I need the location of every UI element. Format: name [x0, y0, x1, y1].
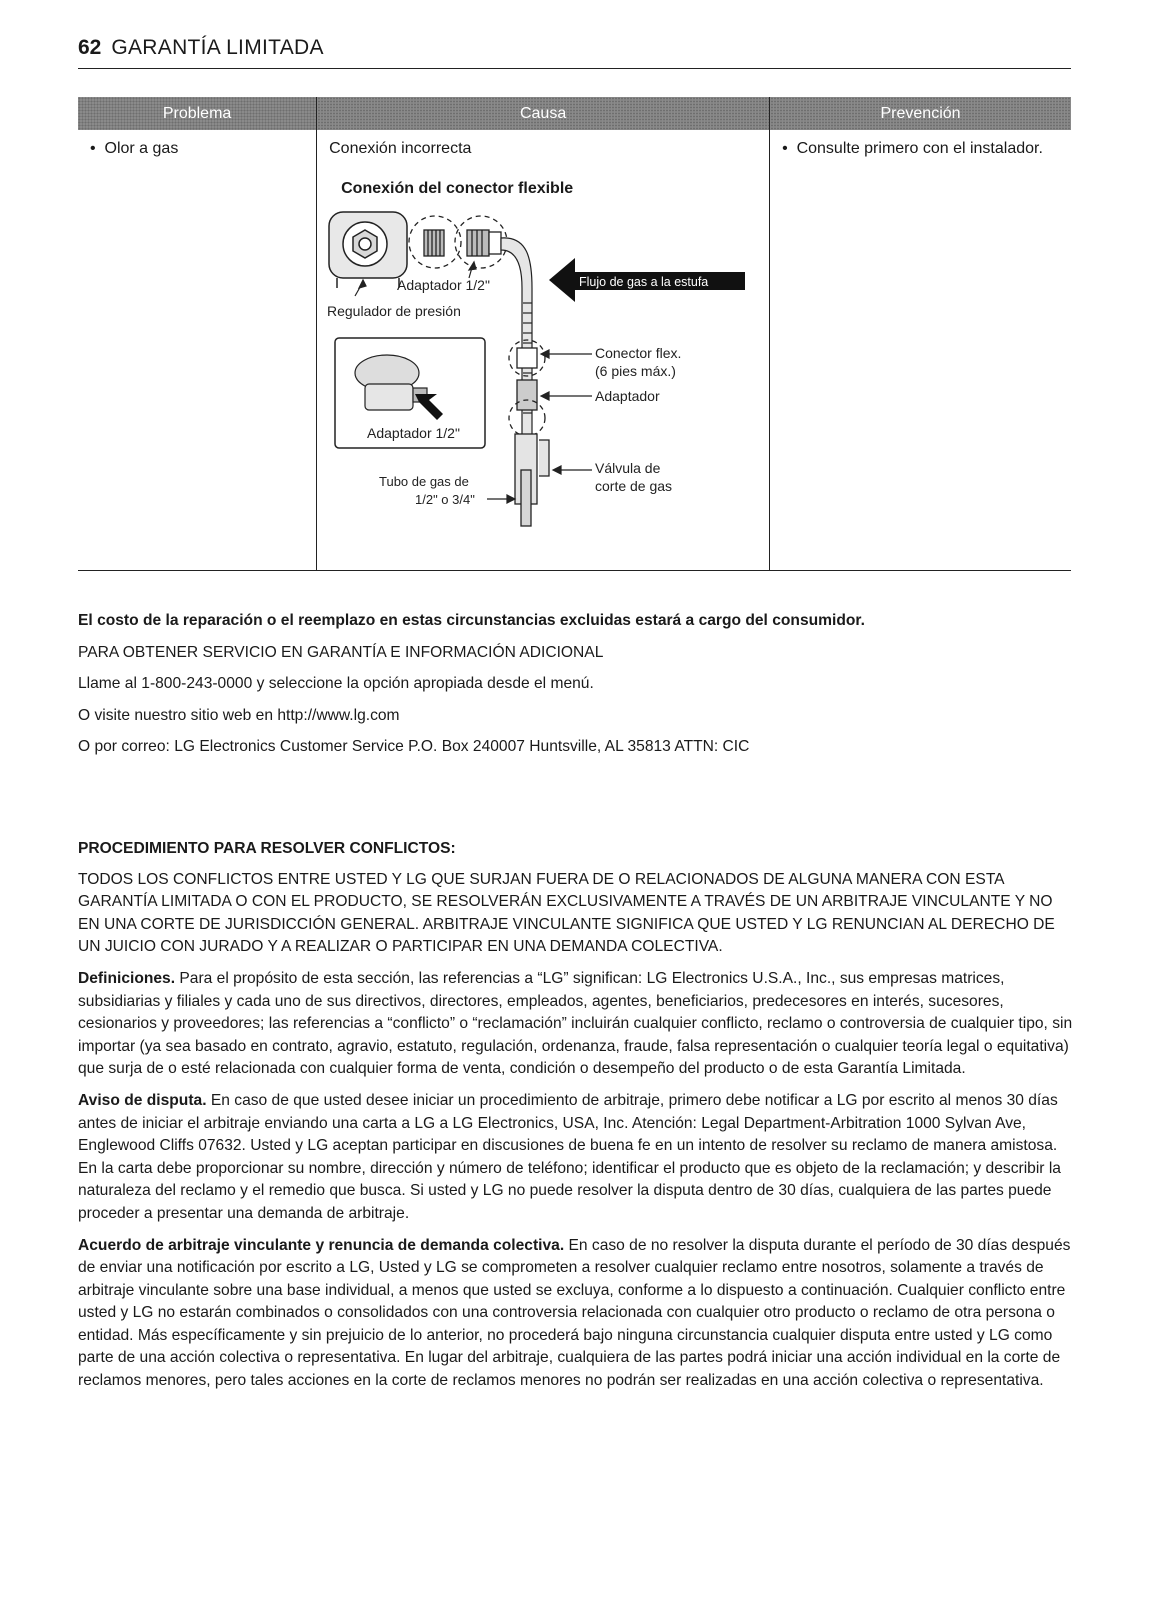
- gas-flow-label: Flujo de gas a la estufa: [579, 275, 709, 289]
- agreement-text: En caso de no resolver la disputa durante el período de 30 días después de enviar una notificación por escrito a LG, Usted y LG se comprometen a resolver cualquier reclamo entre nosotros, solamente a través de arbitraje vinculante sobre una base individual, a menos que usted se excluya, conforme a lo dispuesto a continuación. Cualquier conflicto entre usted y LG no estarán combinados o consolidados con una controversia relacionada con cualquier otro producto o reclamo de otra persona o entidad. Más específicamente y sin prejuicio de lo anterior, no procederá bajo ninguna circunstancia cualquier disputa entre usted y LG como parte de una acción colectiva o representativa. En lugar del arbitraje, cualquiera de las partes podrá iniciar una acción individual en la corte de reclamos menores, pero tales acciones en la corte de reclamos menores no podrán ser realizadas en una acción colectiva o representativa.: [78, 1236, 1071, 1389]
- adapter-label: Adaptador: [595, 388, 660, 404]
- page-header: [78, 36, 1071, 69]
- definitions-label: Definiciones.: [78, 970, 176, 987]
- notice-text: En caso de que usted desee iniciar un procedimiento de arbitraje, primero debe notificar a LG por escrito al menos 30 días antes de iniciar el arbitraje enviando una carta a LG a LG Electronics, USA, Inc. Atención: Legal Department-Arbitration 1000 Sylvan Ave, Englewood Cliffs 07632. Usted y LG aceptan participar en discusiones de buena fe en un intento de resolver su reclamo de manera amistosa. En la carta debe proporcionar su nombre, dirección y número de teléfono; identificar el producto que es objeto de la reclamación; y describir la naturaleza del reclamo y el remedio que busca. Si usted y LG no puede resolver la disputa dentro de 30 días, cualquiera de las partes puede proceder a presentar una demanda de arbitraje.: [78, 1092, 1061, 1222]
- cause-cell: [317, 130, 770, 571]
- regulator-inset: [335, 338, 485, 448]
- agreement-paragraph: [78, 1235, 1073, 1393]
- warranty-body: [78, 610, 1073, 1402]
- flex-connector-label: Conector flex.: [595, 345, 682, 361]
- header-problem: Problema: [78, 97, 317, 130]
- pipe-label-2: 1/2" o 3/4": [415, 492, 475, 507]
- cost-notice: El costo de la reparación o el reemplazo en estas circunstancias excluidas estará a cargo del consumidor.: [78, 612, 865, 629]
- agreement-label: Acuerdo de arbitraje vinculante y renuncia de demanda colectiva.: [78, 1236, 565, 1254]
- pipe-label-1: Tubo de gas de: [379, 474, 469, 489]
- problem-item: • Olor a gas: [90, 140, 179, 157]
- dispute-title: PROCEDIMIENTO PARA RESOLVER CONFLICTOS:: [78, 839, 456, 857]
- service-mail: O por correo: LG Electronics Customer Service P.O. Box 240007 Huntsville, AL 35813 ATTN: CIC: [78, 738, 750, 755]
- cause-text: Conexión incorrecta: [329, 140, 472, 157]
- flex-connector-diagram: [327, 208, 757, 533]
- notice-paragraph: [78, 1090, 1073, 1225]
- header-prevention: Prevención: [770, 97, 1071, 130]
- flex-connector-length-label: (6 pies máx.): [595, 363, 677, 379]
- table-header-row: [78, 97, 1071, 130]
- service-title: PARA OBTENER SERVICIO EN GARANTÍA E INFORMACIÓN ADICIONAL: [78, 643, 604, 661]
- inset-adapter-label: Adaptador 1/2": [367, 425, 461, 441]
- definitions-text: Para el propósito de esta sección, las referencias a “LG” significan: LG Electronics U.S.A., Inc., sus empresas matrices, subsidiarias y filiales y cada uno de sus directivos, directores, empleados, agentes, beneficiarios, predecesores en interés, sucesores, cesionarios y proveedores; las referencias a “conflicto” o “reclamación” incluirán cualquier conflicto, reclamo o controversia de cualquier tipo, sin importar (ya sea basado en contrato, agravio, estatuto, regulación, ordenanza, fraude, falsa representación o cualquier teoría legal o equitativa) que surja de o esté relacionada con cualquier forma de venta, condición o desempeño del producto o de esta Garantía Limitada.: [78, 970, 1073, 1077]
- notice-label: Aviso de disputa.: [78, 1092, 207, 1109]
- problem-text: Olor a gas: [104, 140, 179, 157]
- valve-label-1: Válvula de: [595, 460, 661, 476]
- dispute-intro: TODOS LOS CONFLICTOS ENTRE USTED Y LG QUE SURJAN FUERA DE O RELACIONADOS DE ALGUNA MANERA CON ESTA GARANTÍA LIMITADA O CON EL PRODUCTO, SE RESOLVERÁN EXCLUSIVAMENTE A TRAVÉS DE UN ARBITRAJE VINCULANTE Y NO EN UNA CORTE DE JURISDICCIÓN GENERAL. ARBITRAJE VINCULANTE SIGNIFICA QUE USTED Y LG RENUNCIAN AL DERECHO DE UN JUICIO CON JURADO Y A REALIZAR O PARTICIPAR EN UNA DEMANDA COLECTIVA.: [78, 870, 1055, 955]
- prevention-item: • Consulte primero con el instalador.: [782, 140, 1043, 157]
- header-cause: Causa: [317, 97, 770, 130]
- adapter-top-label: Adaptador 1/2": [397, 277, 491, 293]
- prevention-text: Consulte primero con el instalador.: [796, 140, 1043, 157]
- page-number: 62: [78, 36, 102, 59]
- problem-cell: [78, 130, 317, 571]
- valve-label-2: corte de gas: [595, 478, 673, 494]
- troubleshooting-table: [78, 97, 1071, 571]
- table-row: [78, 130, 1071, 571]
- gas-flow-arrow: [549, 258, 745, 302]
- regulator-label: Regulador de presión: [327, 303, 461, 319]
- adapter-fittings: [409, 216, 507, 268]
- pressure-regulator-illustration: [329, 212, 407, 288]
- definitions-paragraph: [78, 968, 1073, 1081]
- page-title: GARANTÍA LIMITADA: [111, 36, 324, 59]
- prevention-cell: [770, 130, 1071, 571]
- service-web: O visite nuestro sitio web en http://www.lg.com: [78, 706, 400, 724]
- service-phone: Llame al 1-800-243-0000 y seleccione la opción apropiada desde el menú.: [78, 675, 594, 692]
- diagram-title: Conexión del conector flexible: [341, 180, 574, 197]
